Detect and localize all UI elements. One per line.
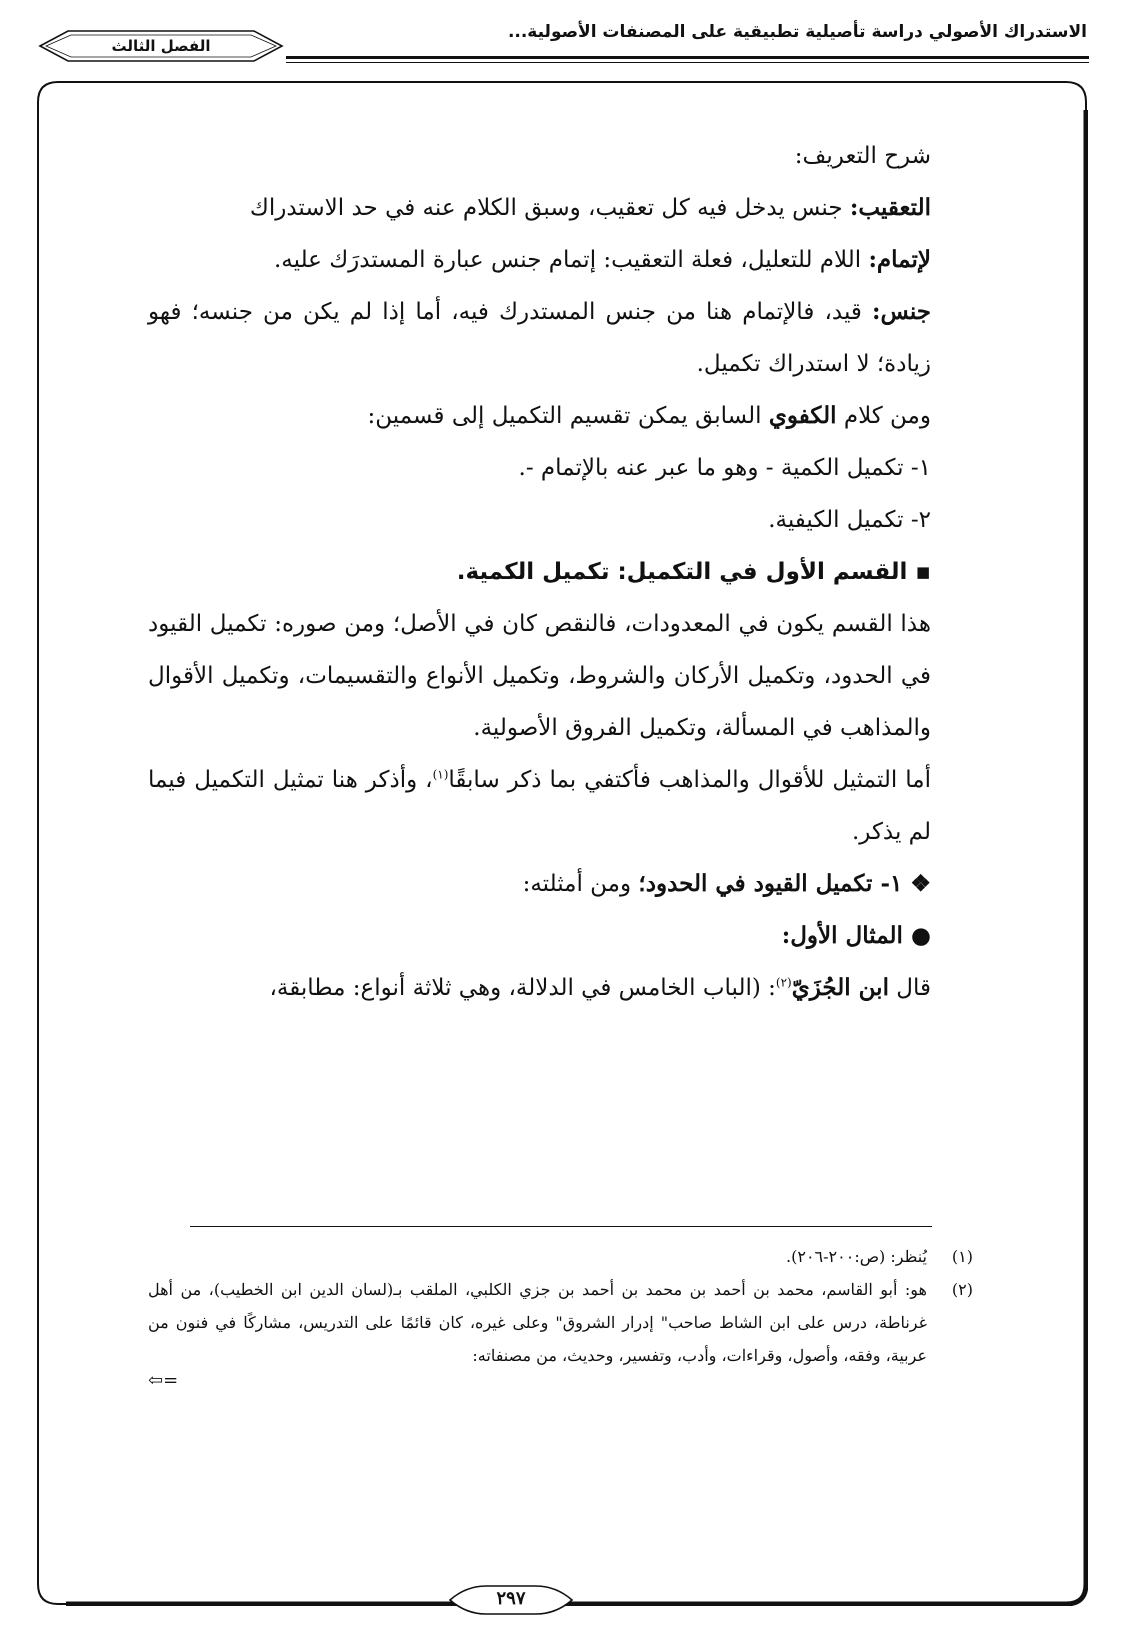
text: ومن كلام — [836, 403, 931, 429]
term-text: قيد، فالإتمام هنا من جنس المستدرك فيه، أما إذا لم يكن من جنسه؛ فهو زيادة؛ لا استدراك تكميل. — [148, 299, 931, 377]
term: لإتمام: — [868, 246, 931, 273]
term: جنس: — [872, 298, 931, 325]
paragraph — [148, 754, 973, 858]
subheading — [148, 858, 973, 910]
continued-arrow-icon: ⇦= — [148, 1370, 179, 1391]
term-text: جنس يدخل فيه كل تعقيب، وسبق الكلام عنه في حد الاستدراك — [249, 195, 850, 221]
page-number: ٢٩٧ — [496, 1588, 526, 1609]
term-text: اللام للتعليل، فعلة التعقيب: إتمام جنس عبارة المستدرَك عليه. — [273, 247, 869, 273]
footnote-text: يُنظر: (ص:٢٠٠-٢٠٦). — [786, 1247, 927, 1266]
list-item: ٢- تكميل الكيفية. — [768, 507, 931, 533]
text: ومن أمثلته: — [522, 871, 639, 897]
chapter-label-box — [36, 28, 286, 64]
paragraph — [148, 286, 973, 390]
footnote-number: (١) — [951, 1247, 973, 1266]
header-rule-thin — [286, 62, 1089, 63]
subheading-bold: ❖ ١- تكميل القيود في الحدود؛ — [638, 870, 931, 897]
paragraph — [148, 182, 973, 234]
page-number-box — [446, 1582, 576, 1618]
header-rule — [286, 56, 1089, 59]
running-header-title: الاستدراك الأصولي دراسة تأصيلية تطبيقية على المصنفات الأصولية... — [507, 22, 1087, 42]
paragraph — [148, 962, 973, 1014]
text: قال — [888, 975, 931, 1001]
paragraph — [148, 390, 973, 442]
scholar-name: ابن الجُزَيّ — [791, 974, 889, 1001]
footnote-ref[interactable]: (١) — [432, 767, 449, 782]
body-text — [148, 130, 973, 1014]
scholar-name: الكفوي — [768, 402, 837, 429]
list-item: ١- تكميل الكمية - وهو ما عبر عنه بالإتمام -. — [518, 455, 931, 481]
footnote-ref[interactable]: (٢) — [775, 975, 792, 990]
footnotes — [148, 1240, 973, 1390]
example-heading: ● المثال الأول: — [781, 922, 931, 949]
footnote-separator — [190, 1226, 932, 1227]
text: : (الباب الخامس في الدلالة، وهي ثلاثة أنواع: مطابقة، — [269, 975, 776, 1001]
chapter-label: الفصل الثالث — [111, 37, 211, 55]
text: أما التمثيل للأقوال والمذاهب فأكتفي بما ذكر سابقًا — [448, 767, 931, 793]
footnote-number: (٢) — [951, 1280, 973, 1299]
section-heading: ▪ القسم الأول في التكميل: تكميل الكمية. — [456, 559, 931, 585]
term: التعقيب: — [849, 194, 931, 221]
paragraph: هذا القسم يكون في المعدودات، فالنقص كان في الأصل؛ ومن صوره: تكميل القيود في الحدود، وتكميل الأركان والشروط، وتكميل الأنواع والتقسيمات، وتكميل الأقوال والمذاهب في المسألة، وتكميل الفروق الأصولية. — [148, 611, 931, 741]
footnote — [148, 1273, 973, 1372]
definition-heading: شرح التعريف: — [794, 143, 931, 169]
footnote — [148, 1240, 973, 1273]
text: السابق يمكن تقسيم التكميل إلى قسمين: — [367, 403, 769, 429]
footnote-text: هو: أبو القاسم، محمد بن أحمد بن محمد بن أحمد بن جزي الكلبي، الملقب بـ(لسان الدين ابن الخطيب)، من أهل غرناطة، درس على ابن الشاط صاحب" إدرار الشروق" وعلى غيره، كان قائمًا على التدريس، مشاركًا في فنون من عربية، وفقه، وأصول، وقراءات، وأدب، وتفسير، وحديث، من مصنفاته: — [148, 1280, 927, 1365]
text: ، وأذكر هنا تمثيل التكميل فيما لم يذكر. — [148, 767, 931, 845]
paragraph — [148, 234, 973, 286]
paragraph-heading — [148, 130, 973, 182]
